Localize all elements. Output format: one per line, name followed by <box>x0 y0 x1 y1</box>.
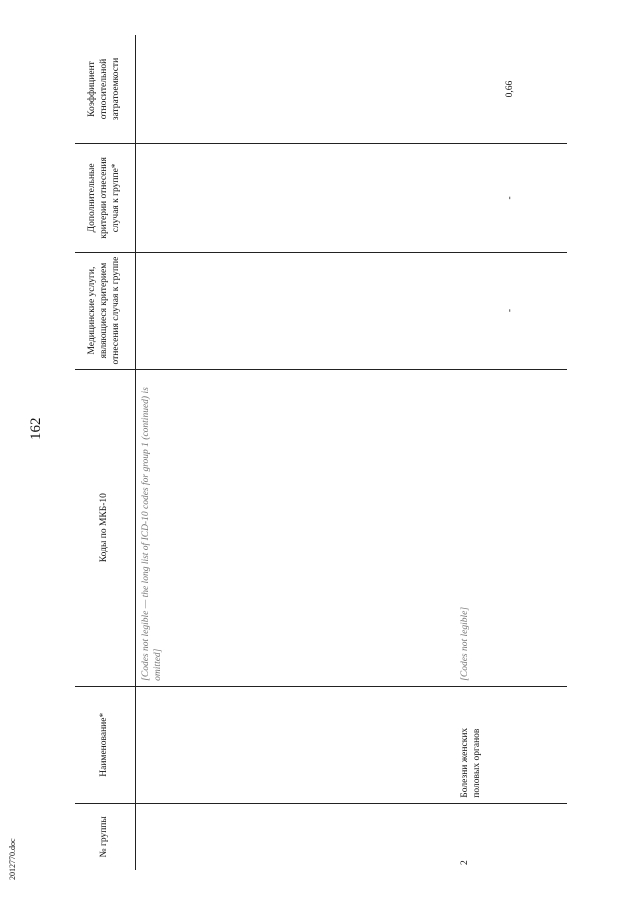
rotated-table-container <box>75 35 567 870</box>
header-name: Наименование* <box>75 686 136 803</box>
extra-criteria-cell: - <box>455 144 567 253</box>
table-row <box>455 35 567 870</box>
services-cell: - <box>455 252 567 369</box>
header-services: Медицинские услуги, являющиеся критерием отнесения случая к группе <box>75 252 136 369</box>
table-header-row <box>75 35 136 870</box>
group-name: Болезни женских половых органов <box>455 686 567 803</box>
group-number: 2 <box>455 803 567 870</box>
header-icd-codes: Коды по МКБ-10 <box>75 369 136 686</box>
header-group-no: № группы <box>75 803 136 870</box>
header-coefficient: Коэффициент относительной затратоемкости <box>75 35 136 144</box>
page-number: 162 <box>28 417 44 440</box>
groups-table <box>75 35 567 870</box>
document-filename: 2012770.doc <box>8 838 17 880</box>
header-extra-criteria: Дополнительные критерии отнесения случая к группе* <box>75 144 136 253</box>
icd-codes-cell: [Codes not legible] <box>455 369 567 686</box>
icd-codes-cell: [Codes not legible — the long list of ICD-10 codes for group 1 (continued) is omitted] <box>136 369 455 686</box>
table-row <box>136 35 455 870</box>
coefficient-cell: 0,66 <box>504 80 515 98</box>
